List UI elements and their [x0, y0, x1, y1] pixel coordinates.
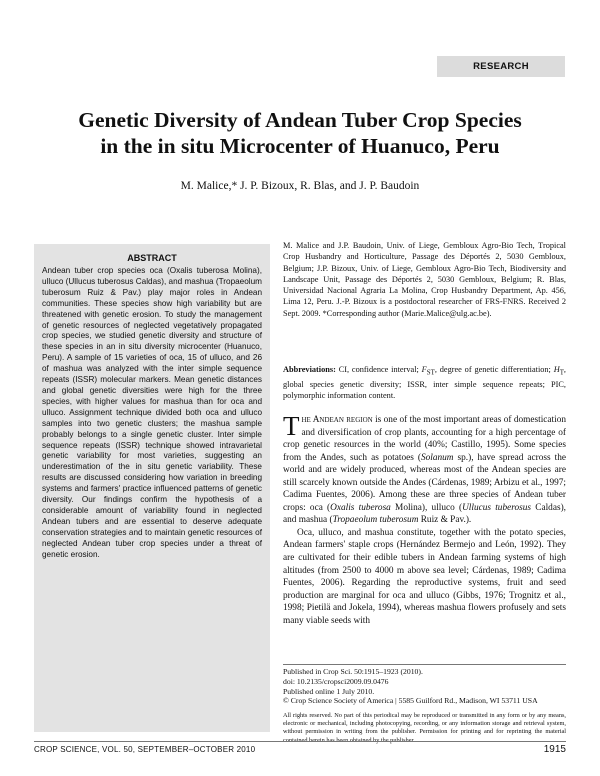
abstract-box — [34, 244, 270, 732]
body-text — [283, 411, 566, 627]
abbrev-text-1: CI, confidence interval; — [335, 365, 422, 374]
abstract-text: Andean tuber crop species oca (Oxalis tuberosa Molina), ulluco (Ullucus tuberosus Caldas), and mashua (Tropaeolum tuberosum Ruiz & Pav.) play major roles in Andean communities. These species show high variability but are threatened with genetic erosion. To study the management of genetic resources of neglected vegetatively propagated crop species, we studied genetic diversity and structure of these species in an in situ diversity microcenter (Huanuco, Peru). A sample of 15 varieties of oca, 15 of ulluco, and 26 of mashua was analyzed with the inter simple sequence repeats (ISSR) molecular markers. Mean genetic distances and global genetic diversities were high for the three species, with higher values for mashua than for oca and ulluco. Assignment technique divided both oca and ulluco samples into two genetic clusters; the mashua sample probably belongs to a single genetic cluster. Inter simple sequence repeats (ISSR) technique showed intravarietal genetic variability for most varieties, suggesting an underestimation of the in situ genetic variability. These results are discussed considering how variation in breeding systems and farmers' practice influenced patterns of genetic diversity. Our findings confirm the hypothesis of a considerable amount of variability found in neglected Andean tubers and are essential to deserve adequate conservation strategies and to maintain genetic resources of neglected Andean tuber crop species under a threat of genetic erosion. — [42, 266, 262, 559]
journal-footer: CROP SCIENCE, VOL. 50, SEPTEMBER–OCTOBER 2010 — [34, 745, 256, 754]
pub-doi: doi: 10.2135/cropsci2009.09.0476 — [283, 676, 389, 686]
pub-citation: Published in Crop Sci. 50:1915–1923 (2010). — [283, 667, 423, 676]
abbrev-fst-sub: ST — [426, 369, 435, 377]
p1-text-a: is one of the most important areas of domestication and diversification of crop plants, accounting for a high percentage of crop genetic resources in the world (40%; Castillo, 1995). Some species from the Andes, such as potatoes ( — [283, 415, 566, 463]
abbreviations — [283, 364, 566, 402]
rights-notice: All rights reserved. No part of this periodical may be reproduced or transmitted in any form or by any means, electronic or mechanical, including photocopying, recording, or any information storage and retrieval system, without permission in writing from the publisher. Permission for printing and for reprinting the material contained herein has been obtained by the publisher. — [283, 712, 566, 744]
abbrev-text-2: , degree of genetic differentiation; — [434, 365, 554, 374]
publication-divider — [283, 664, 566, 665]
p1-text-b: sp.), have spread across the world and are widely produced, whereas most of the Andean species are still scarcely known outside the Andes (Cárdenas, 1989; Arbizu et al., 1997; Cadima Fuentes, 2006). Among these are three species of Andean tuber crops: oca ( — [283, 452, 566, 513]
body-paragraph-1 — [283, 411, 566, 527]
p1-text-d: Caldas), and mashua ( — [283, 502, 566, 526]
abbrev-ht-sub: T — [559, 369, 564, 377]
abstract-heading: ABSTRACT — [127, 253, 177, 263]
title-line-2: in the in situ Microcenter of Huanuco, Peru — [100, 134, 500, 158]
p1-tropaeolum: Tropaeolum tuberosum — [332, 515, 419, 526]
author-list: M. Malice,* J. P. Bizoux, R. Blas, and J. P. Baudoin — [180, 180, 420, 192]
section-tag: RESEARCH — [437, 56, 565, 77]
p1-text-c: Molina), ulluco ( — [390, 502, 463, 513]
abbrev-ht: H — [553, 365, 560, 374]
page-number: 1915 — [543, 744, 566, 755]
abbrev-fst: F — [421, 365, 427, 374]
title-line-1: Genetic Diversity of Andean Tuber Crop Species — [78, 108, 522, 132]
publication-info — [283, 667, 566, 706]
p1-solanum: Solanum — [420, 452, 454, 463]
p1-text-e: Ruiz & Pav.). — [418, 515, 472, 526]
p1-oxalis: Oxalis tuberosa — [330, 502, 391, 513]
author-affiliation: M. Malice and J.P. Baudoin, Univ. of Liege, Gembloux Agro-Bio Tech, Tropical Crop Husbandry and Horticulture, Passage des Déportés 2, 5030 Gembloux, Belgium; J.P. Bizoux, Univ. of Liege, Gembloux Agro-Bio Tech, Biodiversity and Landscape Unit, Passage des Déportés 2, 5030 Gembloux, Belgium; R. Blas, Universidad Nacional Agraria La Molina, Crop Husbandry Department, Ap. 456, Lima 12, Peru. J.-P. Bizoux is a postdoctoral researcher of FRS-FNRS. Received 2 Sept. 2009. *Corresponding author (Marie.Malice@ulg.ac.be). — [283, 241, 566, 318]
pub-copyright: © Crop Science Society of America | 5585 Guilford Rd., Madison, WI 53711 USA — [283, 696, 538, 706]
pub-online-date: Published online 1 July 2010. — [283, 686, 375, 696]
article-title — [20, 107, 580, 159]
abbrev-text-3: , global species genetic diversity; ISSR, inter simple sequence repeats; PIC, polymorphic information content. — [283, 365, 566, 401]
body-paragraph-2: Oca, ulluco, and mashua constitute, together with the potato species, Andean farmers' staple crops (Hernández Bermejo and León, 1992). They are cultivated for their edible tubers in Andean farming systems of high altitudes (from 2500 to 4000 m above sea level; Cárdenas, 1989; Cadima Fuentes, 2006). Regarding the reproductive systems, fruit and seed production are marginal for oca and ulluco (Gibbs, 1976; Trognitz et al., 1998; Pietilä and Jokela, 1994), whereas mashua flowers profusely and sets many viable seeds with — [283, 527, 566, 626]
abbreviations-label: Abbreviations: — [283, 365, 336, 374]
p1-ullucus: Ullucus tuberosus — [462, 502, 532, 513]
paragraph-lead-in: The Andean region — [283, 411, 373, 441]
footer-divider — [34, 741, 566, 742]
